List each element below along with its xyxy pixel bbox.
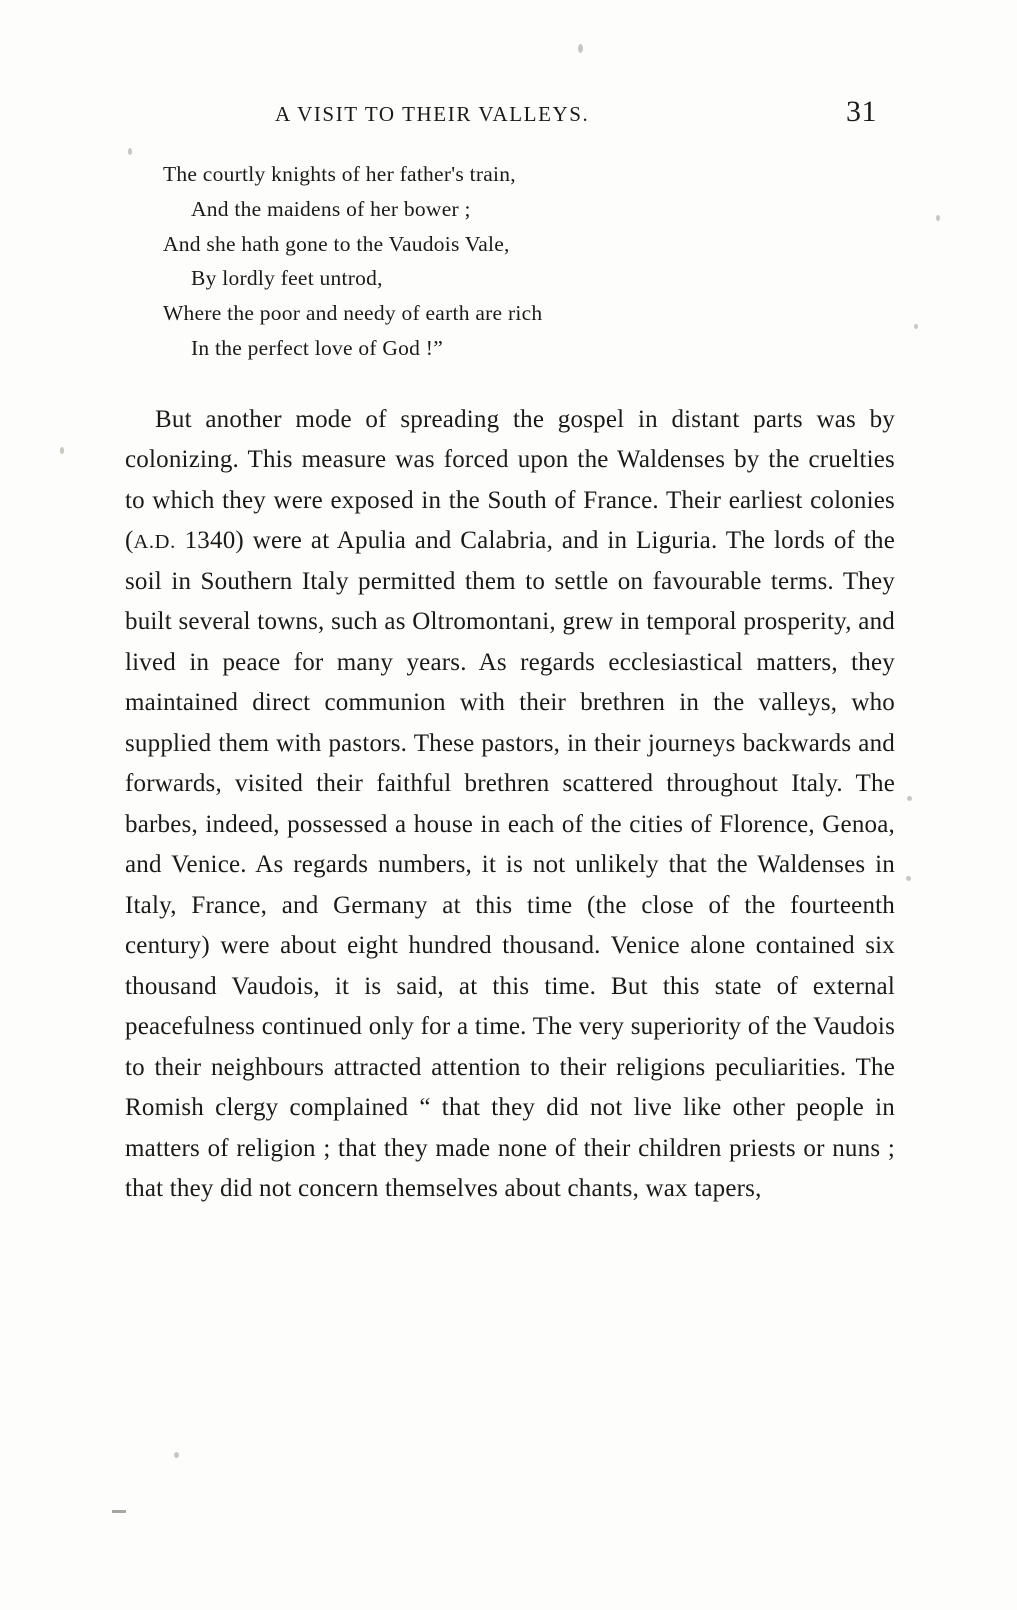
verse-line: In the perfect love of God !” [191,336,444,361]
scan-speck [128,148,132,155]
verse-line: The courtly knights of her father's train, [163,162,516,186]
scan-speck [907,796,912,801]
date-smallcaps: A.D. [133,531,176,554]
page-header [125,95,895,129]
scan-edge-mark [112,1510,126,1513]
verse-line: And she hath gone to the Vaudois Vale, [163,231,510,256]
running-head: A VISIT TO THEIR VALLEYS. [275,102,590,126]
verse-block [125,157,895,366]
scan-speck [174,1452,179,1458]
page-content [125,95,895,1210]
page-number: 31 [846,95,877,128]
scan-speck [906,876,911,881]
verse-line: By lordly feet untrod, [191,266,383,291]
scan-speck [60,447,64,454]
scan-speck [914,324,918,329]
paragraph-text-end: 1340) were at Apulia and Calabria, and in Liguria. The lords of the soil in Southern Italy permitted them to settle on favourable terms. They built several towns, such as Oltromontani, grew in temporal prosperity, and lived in peace for many years. As regards ecclesiastical matters, they maintained direct communion with their brethren in the valleys, who supplied them with pastors. These pastors, in their journeys backwards and forwards, visited their faithful brethren scattered throughout Italy. The barbes, indeed, possessed a house in each of the cities of Florence, Genoa, and Venice. As regards numbers, it is not unlikely that the Waldenses in Italy, France, and Germany at this time (the close of the fourteenth century) were about eight hundred thousand. Venice alone contained six thousand Vaudois, it is said, at this time. But this state of external peacefulness continued only for a time. The very superiority of the Vaudois to their neighbours attracted attention to their religions peculiarities. The Romish clergy complained “ that they did not live like other people in matters of religion ; that they made none of their children priests or nuns ; that they did not concern themselves about chants, wax tapers, [125,527,895,1203]
scan-speck [936,215,940,221]
body-paragraph [125,400,895,1210]
verse-line: Where the poor and needy of earth are rich [163,301,543,326]
scan-speck [578,44,583,53]
verse-line: And the maidens of her bower ; [191,196,471,221]
paragraph-text-start: But another mode of spreading the gospel in distant parts was by colonizing. This measure was forced upon the Waldenses by the cruelties to which they were exposed in the South of France. Their earliest colonies ( [125,405,895,555]
